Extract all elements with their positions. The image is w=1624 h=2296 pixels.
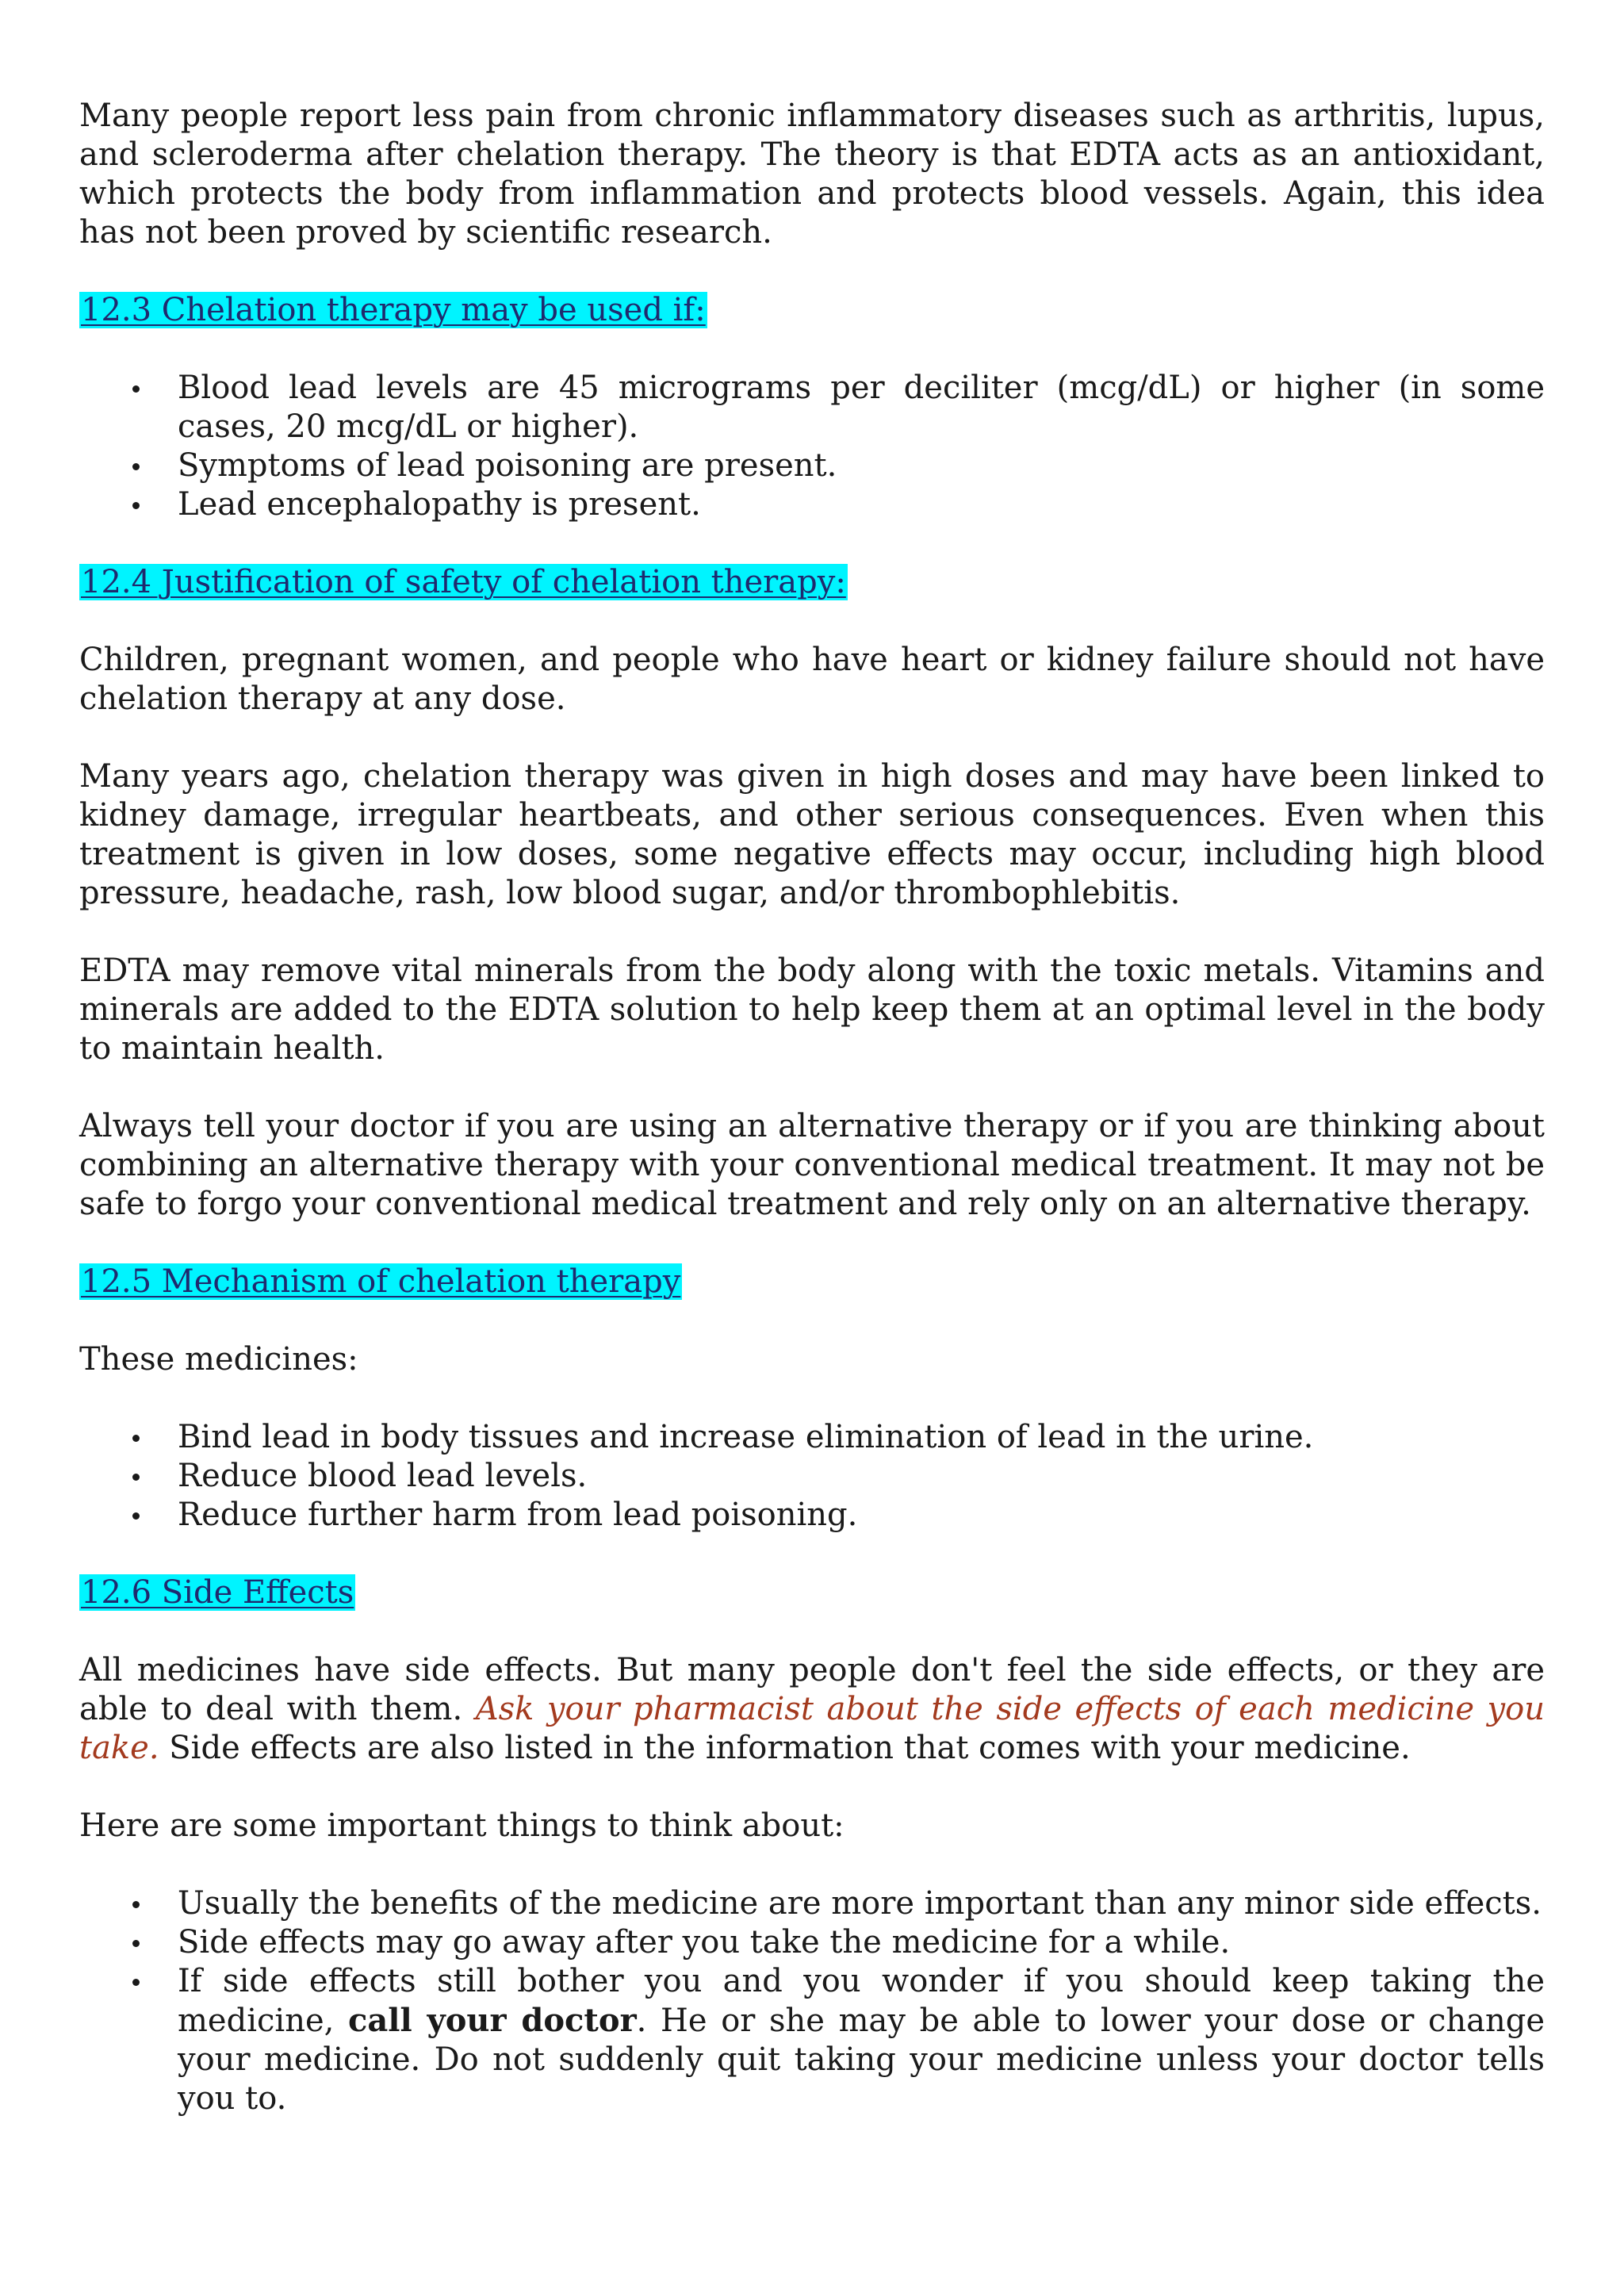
section-12-5-intro: These medicines: — [79, 1341, 358, 1378]
pharmacist-emphasis: Ask your pharmacist about the side effects of each medicine you take. — [79, 1691, 1545, 1766]
section-12-4-paragraph: EDTA may remove vital minerals from the body along with the toxic metals. Vitamins and minerals are added to the EDTA solution to help keep them at an optimal level in the body to maintain health. — [79, 953, 1545, 1067]
section-12-5-list — [79, 1418, 1545, 1535]
section-12-3-heading-text: 12.3 Chelation therapy may be used if: — [81, 292, 706, 328]
list-item-text: If side effects still bother you and you wonder if you should keep taking the medicine, — [178, 1963, 1545, 2039]
call-doctor-emphasis: call your doctor — [347, 2002, 637, 2039]
section-12-5-heading-text: 12.5 Mechanism of chelation therapy — [81, 1263, 681, 1300]
list-item — [178, 1962, 1545, 2118]
list-item: Bind lead in body tissues and increase elimination of lead in the urine. — [178, 1418, 1545, 1457]
section-12-4-paragraph: Many years ago, chelation therapy was given in high doses and may have been linked to kidney damage, irregular heartbeats, and other serious consequences. Even when this treatment is given in low doses, some negative effects may occur, including high blood pressure, headache, rash, low blood sugar, and/or thrombophlebitis. — [79, 758, 1545, 911]
section-12-6-list — [79, 1884, 1545, 2118]
document-page — [79, 97, 1545, 2157]
section-12-6-heading-text: 12.6 Side Effects — [81, 1574, 354, 1611]
section-12-6-paragraph — [79, 1651, 1545, 1768]
section-12-3-heading — [79, 291, 1545, 330]
section-12-3-list — [79, 369, 1545, 524]
section-12-6-paragraph: Here are some important things to think about: — [79, 1807, 845, 1844]
section-12-4-heading — [79, 563, 1545, 602]
list-item: Reduce blood lead levels. — [178, 1457, 1545, 1496]
list-item: Symptoms of lead poisoning are present. — [178, 447, 1545, 485]
section-12-4-paragraph: Children, pregnant women, and people who have heart or kidney failure should not have chelation therapy at any dose. — [79, 642, 1545, 717]
intro-paragraph: Many people report less pain from chronic inflammatory diseases such as arthritis, lupus, and scleroderma after chelation therapy. The theory is that EDTA acts as an antioxidant, which protects the body from inflammation and protects blood vessels. Again, this idea has not been proved by scientific research. — [79, 98, 1545, 251]
list-item: Reduce further harm from lead poisoning. — [178, 1496, 1545, 1535]
paragraph-text: All medicines have side effects. But many people don't feel the side effects, or they are able to deal with them. — [79, 1652, 1545, 1727]
section-12-6-heading — [79, 1573, 1545, 1612]
list-item: Lead encephalopathy is present. — [178, 485, 1545, 524]
list-item: Blood lead levels are 45 micrograms per deciliter (mcg/dL) or higher (in some cases, 20 mcg/dL or higher). — [178, 370, 1545, 445]
section-12-4-paragraph: Always tell your doctor if you are using an alternative therapy or if you are thinking about combining an alternative therapy with your conventional medical treatment. It may not be safe to forgo your conventional medical treatment and rely only on an alternative therapy. — [79, 1108, 1545, 1222]
list-item: Side effects may go away after you take the medicine for a while. — [178, 1923, 1545, 1962]
section-12-5-heading — [79, 1263, 1545, 1301]
section-12-4-heading-text: 12.4 Justification of safety of chelation therapy: — [81, 564, 846, 600]
list-item-text: . He or she may be able to lower your dose or change your medicine. Do not suddenly quit taking your medicine unless your doctor tells you to. — [178, 2003, 1545, 2117]
list-item: Usually the benefits of the medicine are more important than any minor side effects. — [178, 1884, 1545, 1923]
paragraph-text: Side effects are also listed in the information that comes with your medicine. — [159, 1730, 1411, 1766]
